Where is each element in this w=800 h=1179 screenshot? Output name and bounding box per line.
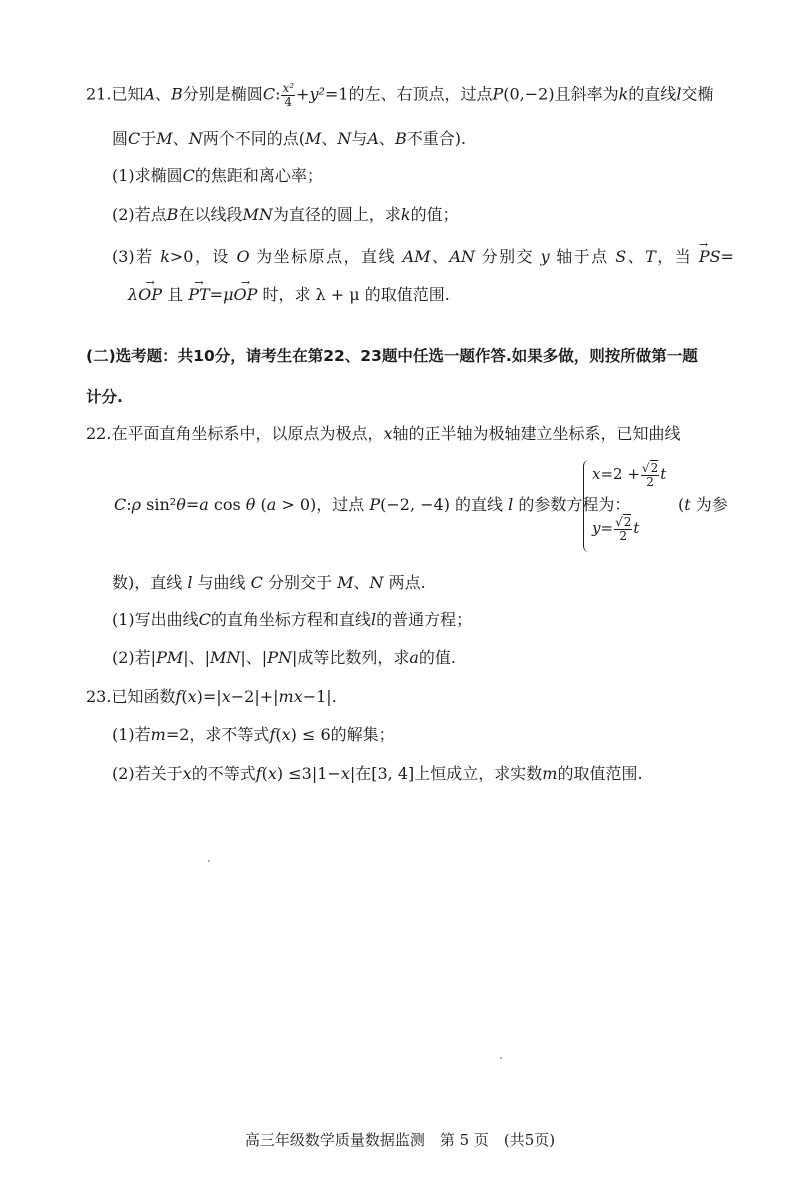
param-eq-y: y= $\frac{√2}{2}$ t [592, 515, 640, 543]
q21-part3-line1: (3)若 k>0，设 O 为坐标原点，直线 AM、AN 分别交 y 轴于点 S、T，当 → PS= [112, 246, 734, 268]
section-heading-line1: (二)选考题：共10分，请考生在第22、23题中任选一题作答.如果多做，则按所做第一题 [86, 347, 698, 365]
scan-speck [208, 860, 210, 862]
param-eq-x: x=2 + $\frac{√2}{2}$ t [592, 461, 667, 489]
vector-op-2: → OP [233, 284, 257, 306]
q23-line1: 23.已知函数f(x)=|x−2|+|mx−1|. [86, 687, 337, 706]
q22-part1: (1)写出曲线C的直角坐标方程和直线l的普通方程； [112, 610, 473, 629]
q21-line2: 圆C于M、N两个不同的点(M、N与A、B不重合). [112, 129, 467, 148]
q22-line3: 数)，直线 l 与曲线 C 分别交于 M、N 两点. [112, 573, 426, 592]
vector-ps: → PS [699, 246, 721, 268]
q22-line2: C:ρ sin²θ=a cos θ (a > 0)，过点 P(−2, −4) 的直线 l 的参数方程为： [114, 495, 631, 514]
vector-op: → OP [138, 284, 162, 306]
page-footer: 高三年级数学质量数据监测 第 5 页 (共5页) [244, 1131, 556, 1149]
fraction-x2-over-4: $\frac{\text{x²}}{4}$ [282, 81, 295, 109]
vector-pt: → PT [188, 284, 209, 306]
q21-part1: (1)求椭圆C的焦距和离心率； [112, 166, 323, 185]
section-heading-line2: 计分. [86, 388, 123, 406]
q21-part3-line2: λ→ OP 且 → PT=μ→ OP 时，求 λ + μ 的取值范围. [128, 284, 450, 306]
q21-line1: 21.已知A、B分别是椭圆C: $\frac{\text{x²}}{4}$ +y²=1的左、右顶点，过点P(0,−2)且斜率为k的直线l交椭 [86, 81, 714, 109]
param-note: (t 为参 [678, 495, 728, 514]
q23-part2: (2)若关于x的不等式f(x) ≤3|1−x|在[3, 4]上恒成立，求实数m的取值范围. [112, 764, 643, 783]
scan-speck [500, 1057, 502, 1059]
q22-line1: 22.在平面直角坐标系中，以原点为极点，x轴的正半轴为极轴建立坐标系，已知曲线 [86, 424, 681, 443]
q22-part2: (2)若|PM|、|MN|、|PN|成等比数列，求a的值. [112, 648, 457, 667]
equation-system-brace [583, 460, 589, 552]
q23-part1: (1)若m=2，求不等式f(x) ≤ 6的解集； [112, 725, 395, 744]
q21-part2: (2)若点B在以线段MN为直径的圆上，求k的值； [112, 205, 459, 224]
